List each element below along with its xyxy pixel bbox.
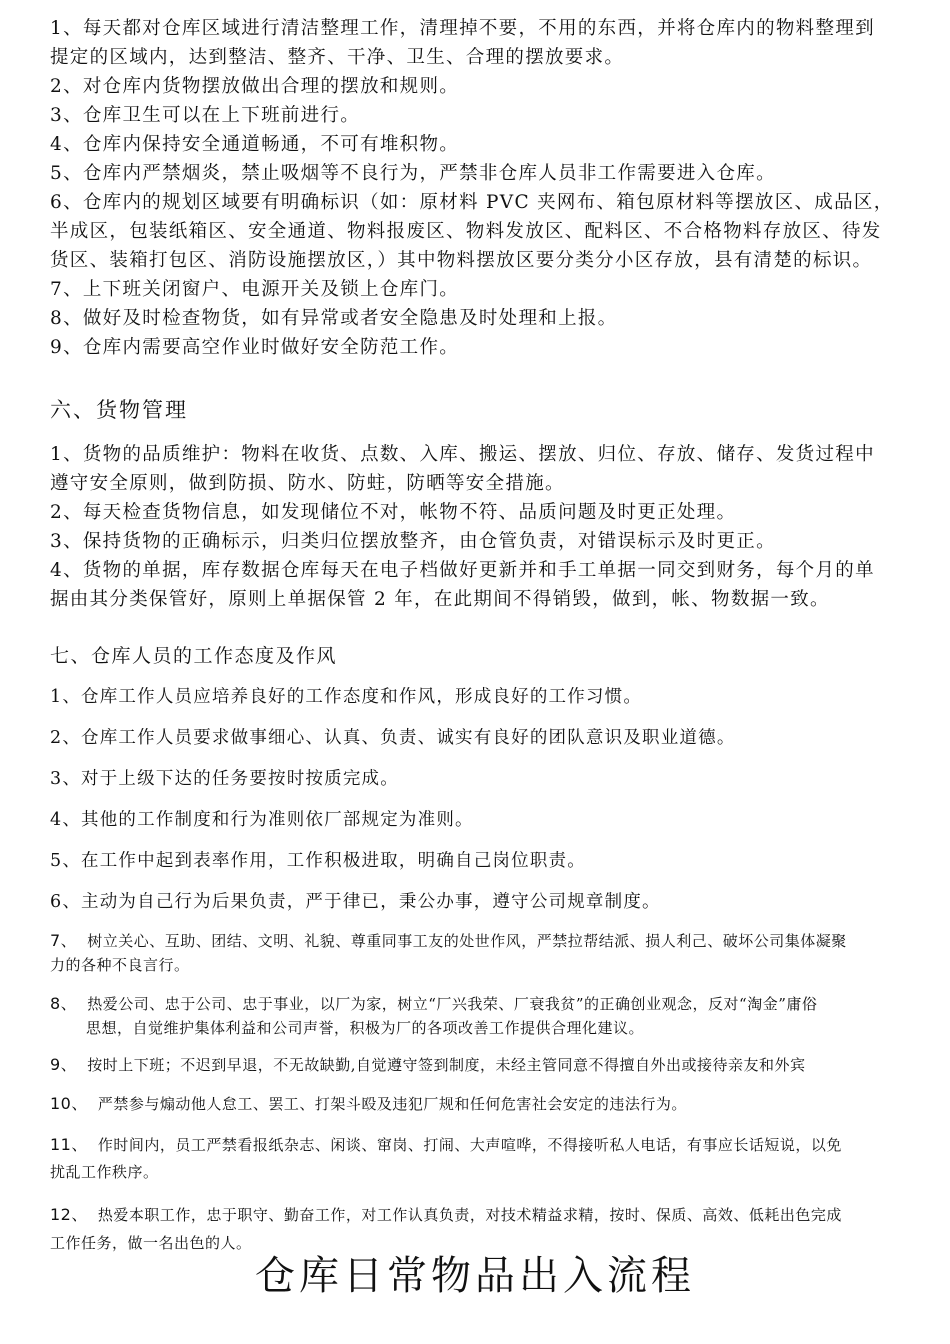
paragraph-line: 7、上下班关闭窗户、电源开关及锁上仓库门。 bbox=[50, 279, 460, 300]
list-item bbox=[50, 1052, 910, 1075]
section-6-heading: 六、货物管理 bbox=[50, 398, 188, 422]
item-number: 10、 bbox=[50, 1094, 88, 1113]
list-item bbox=[50, 1091, 910, 1114]
item-text: 按时上下班；不迟到早退，不无故缺勤,自觉遵守签到制度，未经主管同意不得擅自外出或接待亲友和外宾 bbox=[87, 1056, 806, 1074]
paragraph-line: 1、每天都对仓库区域进行清洁整理工作，清理掉不要，不用的东西，并将仓库内的物料整理到 bbox=[50, 18, 875, 39]
item-number: 11、 bbox=[50, 1135, 88, 1154]
item-text-continued: 力的各种不良言行。 bbox=[50, 956, 190, 974]
item-text: 树立关心、互助、团结、文明、礼貌、尊重同事工友的处世作风，严禁拉帮结派、损人利己、破坏公司集体凝聚 bbox=[87, 932, 847, 950]
paragraph-line: 8、做好及时检查物货，如有异常或者安全隐患及时处理和上报。 bbox=[50, 308, 618, 329]
item-number: 12、 bbox=[50, 1205, 88, 1224]
item-text-continued: 扰乱工作秩序。 bbox=[50, 1163, 159, 1181]
paragraph-line: 货区、装箱打包区、消防设施摆放区，）其中物料摆放区要分类分小区存放，县有清楚的标识。 bbox=[50, 250, 873, 271]
paragraph-line: 6、主动为自己行为后果负责，严于律已，秉公办事，遵守公司规章制度。 bbox=[50, 892, 661, 912]
paragraph-line: 2、对仓库内货物摆放做出合理的摆放和规则。 bbox=[50, 76, 460, 97]
paragraph-line: 据由其分类保管好，原则上单据保管 2 年，在此期间不得销毁，做到，帐、物数据一致。 bbox=[50, 589, 830, 610]
paragraph-line: 5、在工作中起到表率作用，工作积极进取，明确自己岗位职责。 bbox=[50, 851, 586, 871]
paragraph-line: 半成区，包装纸箱区、安全通道、物料报废区、物料发放区、配料区、不合格物料存放区、待发 bbox=[50, 221, 882, 242]
paragraph-line: 2、仓库工作人员要求做事细心、认真、负责、诚实有良好的团队意识及职业道德。 bbox=[50, 728, 736, 748]
paragraph-line: 2、每天检查货物信息，如发现储位不对，帐物不符、品质问题及时更正处理。 bbox=[50, 502, 737, 523]
item-text: 热爱本职工作，忠于职守、勤奋工作，对工作认真负责，对技术精益求精，按时、保质、高效、低耗出色完成 bbox=[97, 1206, 842, 1224]
item-text-continued: 思想，自觉维护集体利益和公司声誉，积极为厂的各项改善工作提供合理化建议。 bbox=[86, 1019, 645, 1037]
paragraph-line: 5、仓库内严禁烟炎，禁止吸烟等不良行为，严禁非仓库人员非工作需要进入仓库。 bbox=[50, 163, 776, 184]
paragraph-line: 提定的区域内，达到整洁、整齐、干净、卫生、合理的摆放要求。 bbox=[50, 47, 625, 68]
paragraph-line: 遵守安全原则，做到防损、防水、防蛀，防晒等安全措施。 bbox=[50, 473, 565, 494]
paragraph-line: 4、其他的工作制度和行为准则依厂部规定为准则。 bbox=[50, 810, 474, 830]
list-item bbox=[50, 991, 910, 1014]
paragraph-line: 4、仓库内保持安全通道畅通，不可有堆积物。 bbox=[50, 134, 460, 155]
paragraph-line: 1、货物的品质维护：物料在收货、点数、入库、搬运、摆放、归位、存放、储存、发货过程中 bbox=[50, 444, 875, 465]
item-number: 8、 bbox=[50, 994, 78, 1013]
item-text: 热爱公司、忠于公司、忠于事业，以厂为家，树立“厂兴我荣、厂衰我贫”的正确创业观念，反对“淘金”庸俗 bbox=[87, 995, 818, 1013]
list-item bbox=[50, 1132, 910, 1155]
next-section-title: 仓库日常物品出入流程 bbox=[255, 1253, 695, 1299]
section-7-heading: 七、仓库人员的工作态度及作风 bbox=[50, 645, 338, 667]
list-item bbox=[50, 1202, 910, 1225]
item-text: 严禁参与煽动他人怠工、罢工、打架斗殴及违犯厂规和任何危害社会安定的违法行为。 bbox=[97, 1095, 687, 1113]
paragraph-line: 3、保持货物的正确标示，归类归位摆放整齐，由仓管负责，对错误标示及时更正。 bbox=[50, 531, 776, 552]
list-item bbox=[50, 928, 910, 951]
paragraph-line: 3、对于上级下达的任务要按时按质完成。 bbox=[50, 769, 399, 789]
item-number: 9、 bbox=[50, 1055, 78, 1074]
item-text: 作时间内，员工严禁看报纸杂志、闲谈、窜岗、打闹、大声喧哗，不得接听私人电话，有事应长话短说，以免 bbox=[97, 1136, 842, 1154]
paragraph-line: 3、仓库卫生可以在上下班前进行。 bbox=[50, 105, 361, 126]
paragraph-line: 9、仓库内需要高空作业时做好安全防范工作。 bbox=[50, 337, 460, 358]
paragraph-line: 6、仓库内的规划区域要有明确标识（如：原材料 PVC 夹网布、箱包原材料等摆放区、成品区， bbox=[50, 192, 894, 213]
paragraph-line: 1、仓库工作人员应培养良好的工作态度和作风，形成良好的工作习惯。 bbox=[50, 687, 643, 707]
paragraph-line: 4、货物的单据，库存数据仓库每天在电子档做好更新并和手工单据一同交到财务，每个月的单 bbox=[50, 560, 875, 581]
item-number: 7、 bbox=[50, 931, 78, 950]
item-text-continued: 工作任务，做一名出色的人。 bbox=[50, 1234, 252, 1252]
